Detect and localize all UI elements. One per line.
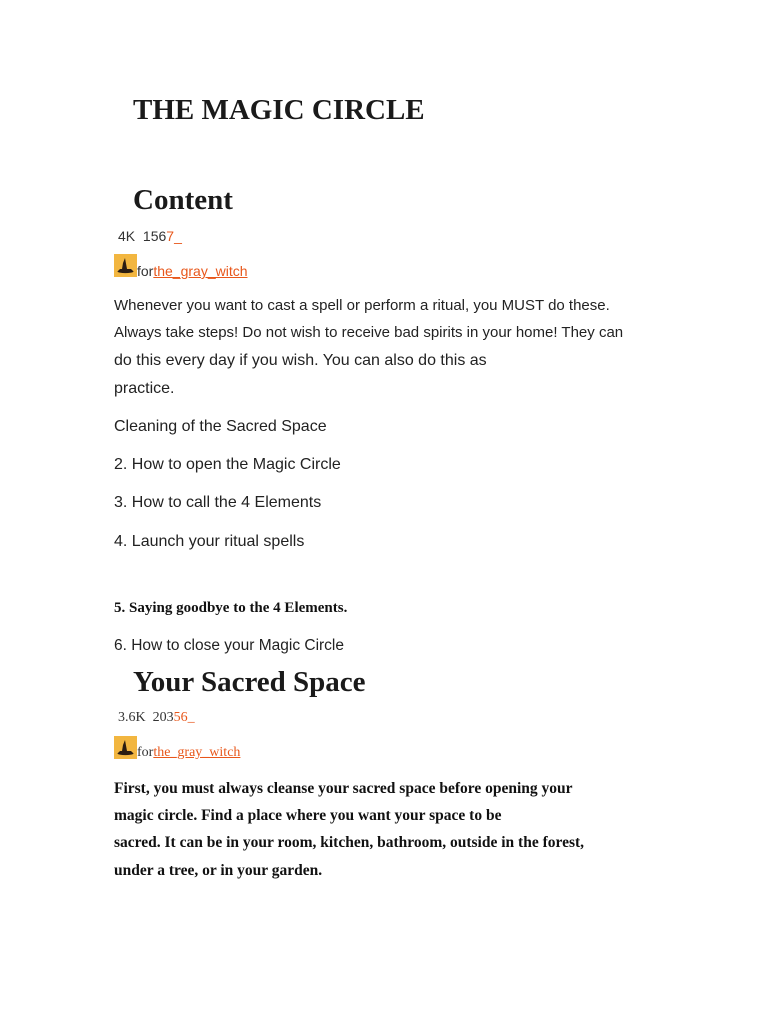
list-item: 5. Saying goodbye to the 4 Elements. <box>114 600 348 616</box>
sacred-space-paragraph-line-3: sacred. It can be in your room, kitchen, bathroom, outside in the forest, <box>114 834 585 851</box>
list-item: Cleaning of the Sacred Space <box>114 418 327 435</box>
document-title: THE MAGIC CIRCLE <box>133 94 425 126</box>
sacred-space-paragraph-line-4: under a tree, or in your garden. <box>114 862 323 879</box>
list-item: 2. How to open the Magic Circle <box>114 456 341 473</box>
views-count: 4K <box>118 228 136 244</box>
reads-count-suffix: 56 <box>173 710 188 725</box>
reads-count-prefix: 156 <box>142 228 167 244</box>
intro-paragraph-line-4: practice. <box>114 380 175 397</box>
stats-tail: _ <box>187 710 195 725</box>
author-line <box>137 745 240 761</box>
list-item: 3. How to call the 4 Elements <box>114 494 322 511</box>
for-label: for <box>137 263 154 279</box>
reads-count-suffix: 7 <box>166 228 175 244</box>
author-link[interactable]: the_gray_witch <box>153 263 248 279</box>
views-count: 3.6K <box>118 710 146 725</box>
witch-hat-icon <box>114 254 137 277</box>
intro-paragraph-line-1: Whenever you want to cast a spell or perform a ritual, you MUST do these. <box>114 297 610 314</box>
intro-paragraph-line-3: do this every day if you wish. You can also do this as <box>114 352 487 369</box>
list-item: 4. Launch your ritual spells <box>114 533 305 550</box>
sacred-space-paragraph-line-1: First, you must always cleanse your sacred space before opening your <box>114 780 573 797</box>
list-item: 6. How to close your Magic Circle <box>114 637 344 654</box>
author-line <box>137 263 248 279</box>
section-heading-content: Content <box>133 184 233 216</box>
sacred-space-paragraph-line-2: magic circle. Find a place where you want your space to be <box>114 807 502 824</box>
stats-tail: _ <box>174 228 182 244</box>
reads-count-prefix: 203 <box>152 710 174 725</box>
stats-line <box>118 710 195 726</box>
intro-paragraph-line-2: Always take steps! Do not wish to receive bad spirits in your home! They can <box>114 324 624 341</box>
witch-hat-icon <box>114 736 137 759</box>
stats-line <box>118 228 182 244</box>
for-label: for <box>137 745 154 760</box>
section-heading-sacred-space: Your Sacred Space <box>133 666 366 698</box>
author-link[interactable]: the_gray_witch <box>153 745 241 760</box>
